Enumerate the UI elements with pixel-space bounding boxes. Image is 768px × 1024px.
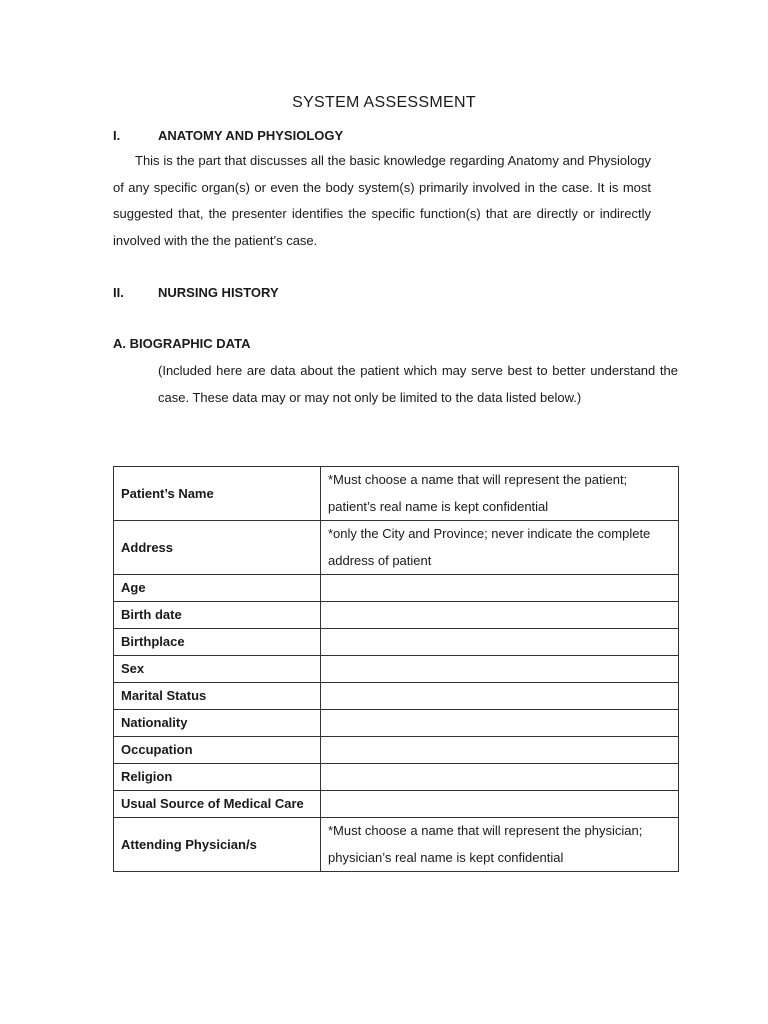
table-row — [114, 737, 679, 764]
row-label: Address — [114, 521, 321, 575]
table-row — [114, 467, 679, 521]
section-2-heading — [0, 285, 768, 303]
table-row — [114, 791, 679, 818]
row-value — [321, 575, 679, 602]
row-value — [321, 791, 679, 818]
subsection-a-body — [158, 358, 678, 411]
table-row — [114, 602, 679, 629]
row-value — [321, 683, 679, 710]
section-1-title: ANATOMY AND PHYSIOLOGY — [158, 128, 344, 143]
table-row — [114, 521, 679, 575]
subsection-a-heading: A. BIOGRAPHIC DATA — [113, 336, 251, 351]
row-value: *only the City and Province; never indicate the complete address of patient — [321, 521, 679, 575]
row-label: Occupation — [114, 737, 321, 764]
row-label: Patient’s Name — [114, 467, 321, 521]
row-value — [321, 764, 679, 791]
table-row — [114, 818, 679, 872]
row-label: Age — [114, 575, 321, 602]
row-label: Birthplace — [114, 629, 321, 656]
row-value — [321, 710, 679, 737]
table-row — [114, 683, 679, 710]
section-1-paragraph: This is the part that discusses all the basic knowledge regarding Anatomy and Physiology of any specific organ(s) or even the body system(s) primarily involved in the case. It is most suggested that, the presenter identifies the specific function(s) that are directly or indirectly involved with the the patient’s case. — [113, 153, 651, 248]
subsection-a-paragraph: (Included here are data about the patient which may serve best to better understand the case. These data may or may not only be limited to the data listed below.) — [158, 363, 678, 405]
row-label: Nationality — [114, 710, 321, 737]
table-row — [114, 710, 679, 737]
row-value: *Must choose a name that will represent the patient; patient’s real name is kept confidential — [321, 467, 679, 521]
row-label: Usual Source of Medical Care — [114, 791, 321, 818]
document-title: SYSTEM ASSESSMENT — [292, 94, 476, 111]
table-row — [114, 656, 679, 683]
row-value: *Must choose a name that will represent the physician; physician’s real name is kept confidential — [321, 818, 679, 872]
table-row — [114, 764, 679, 791]
row-label: Marital Status — [114, 683, 321, 710]
biographic-data-table — [113, 466, 679, 872]
row-label: Religion — [114, 764, 321, 791]
section-1-body — [113, 148, 651, 254]
row-label: Sex — [114, 656, 321, 683]
section-1-heading — [0, 128, 768, 146]
row-value — [321, 602, 679, 629]
section-1-number: I. — [113, 128, 121, 143]
row-label: Birth date — [114, 602, 321, 629]
table-row — [114, 629, 679, 656]
section-2-number: II. — [113, 285, 124, 300]
row-label: Attending Physician/s — [114, 818, 321, 872]
row-value — [321, 629, 679, 656]
table-row — [114, 575, 679, 602]
row-value — [321, 737, 679, 764]
section-2-title: NURSING HISTORY — [158, 285, 279, 300]
row-value — [321, 656, 679, 683]
biographic-data-table-body — [114, 467, 679, 872]
